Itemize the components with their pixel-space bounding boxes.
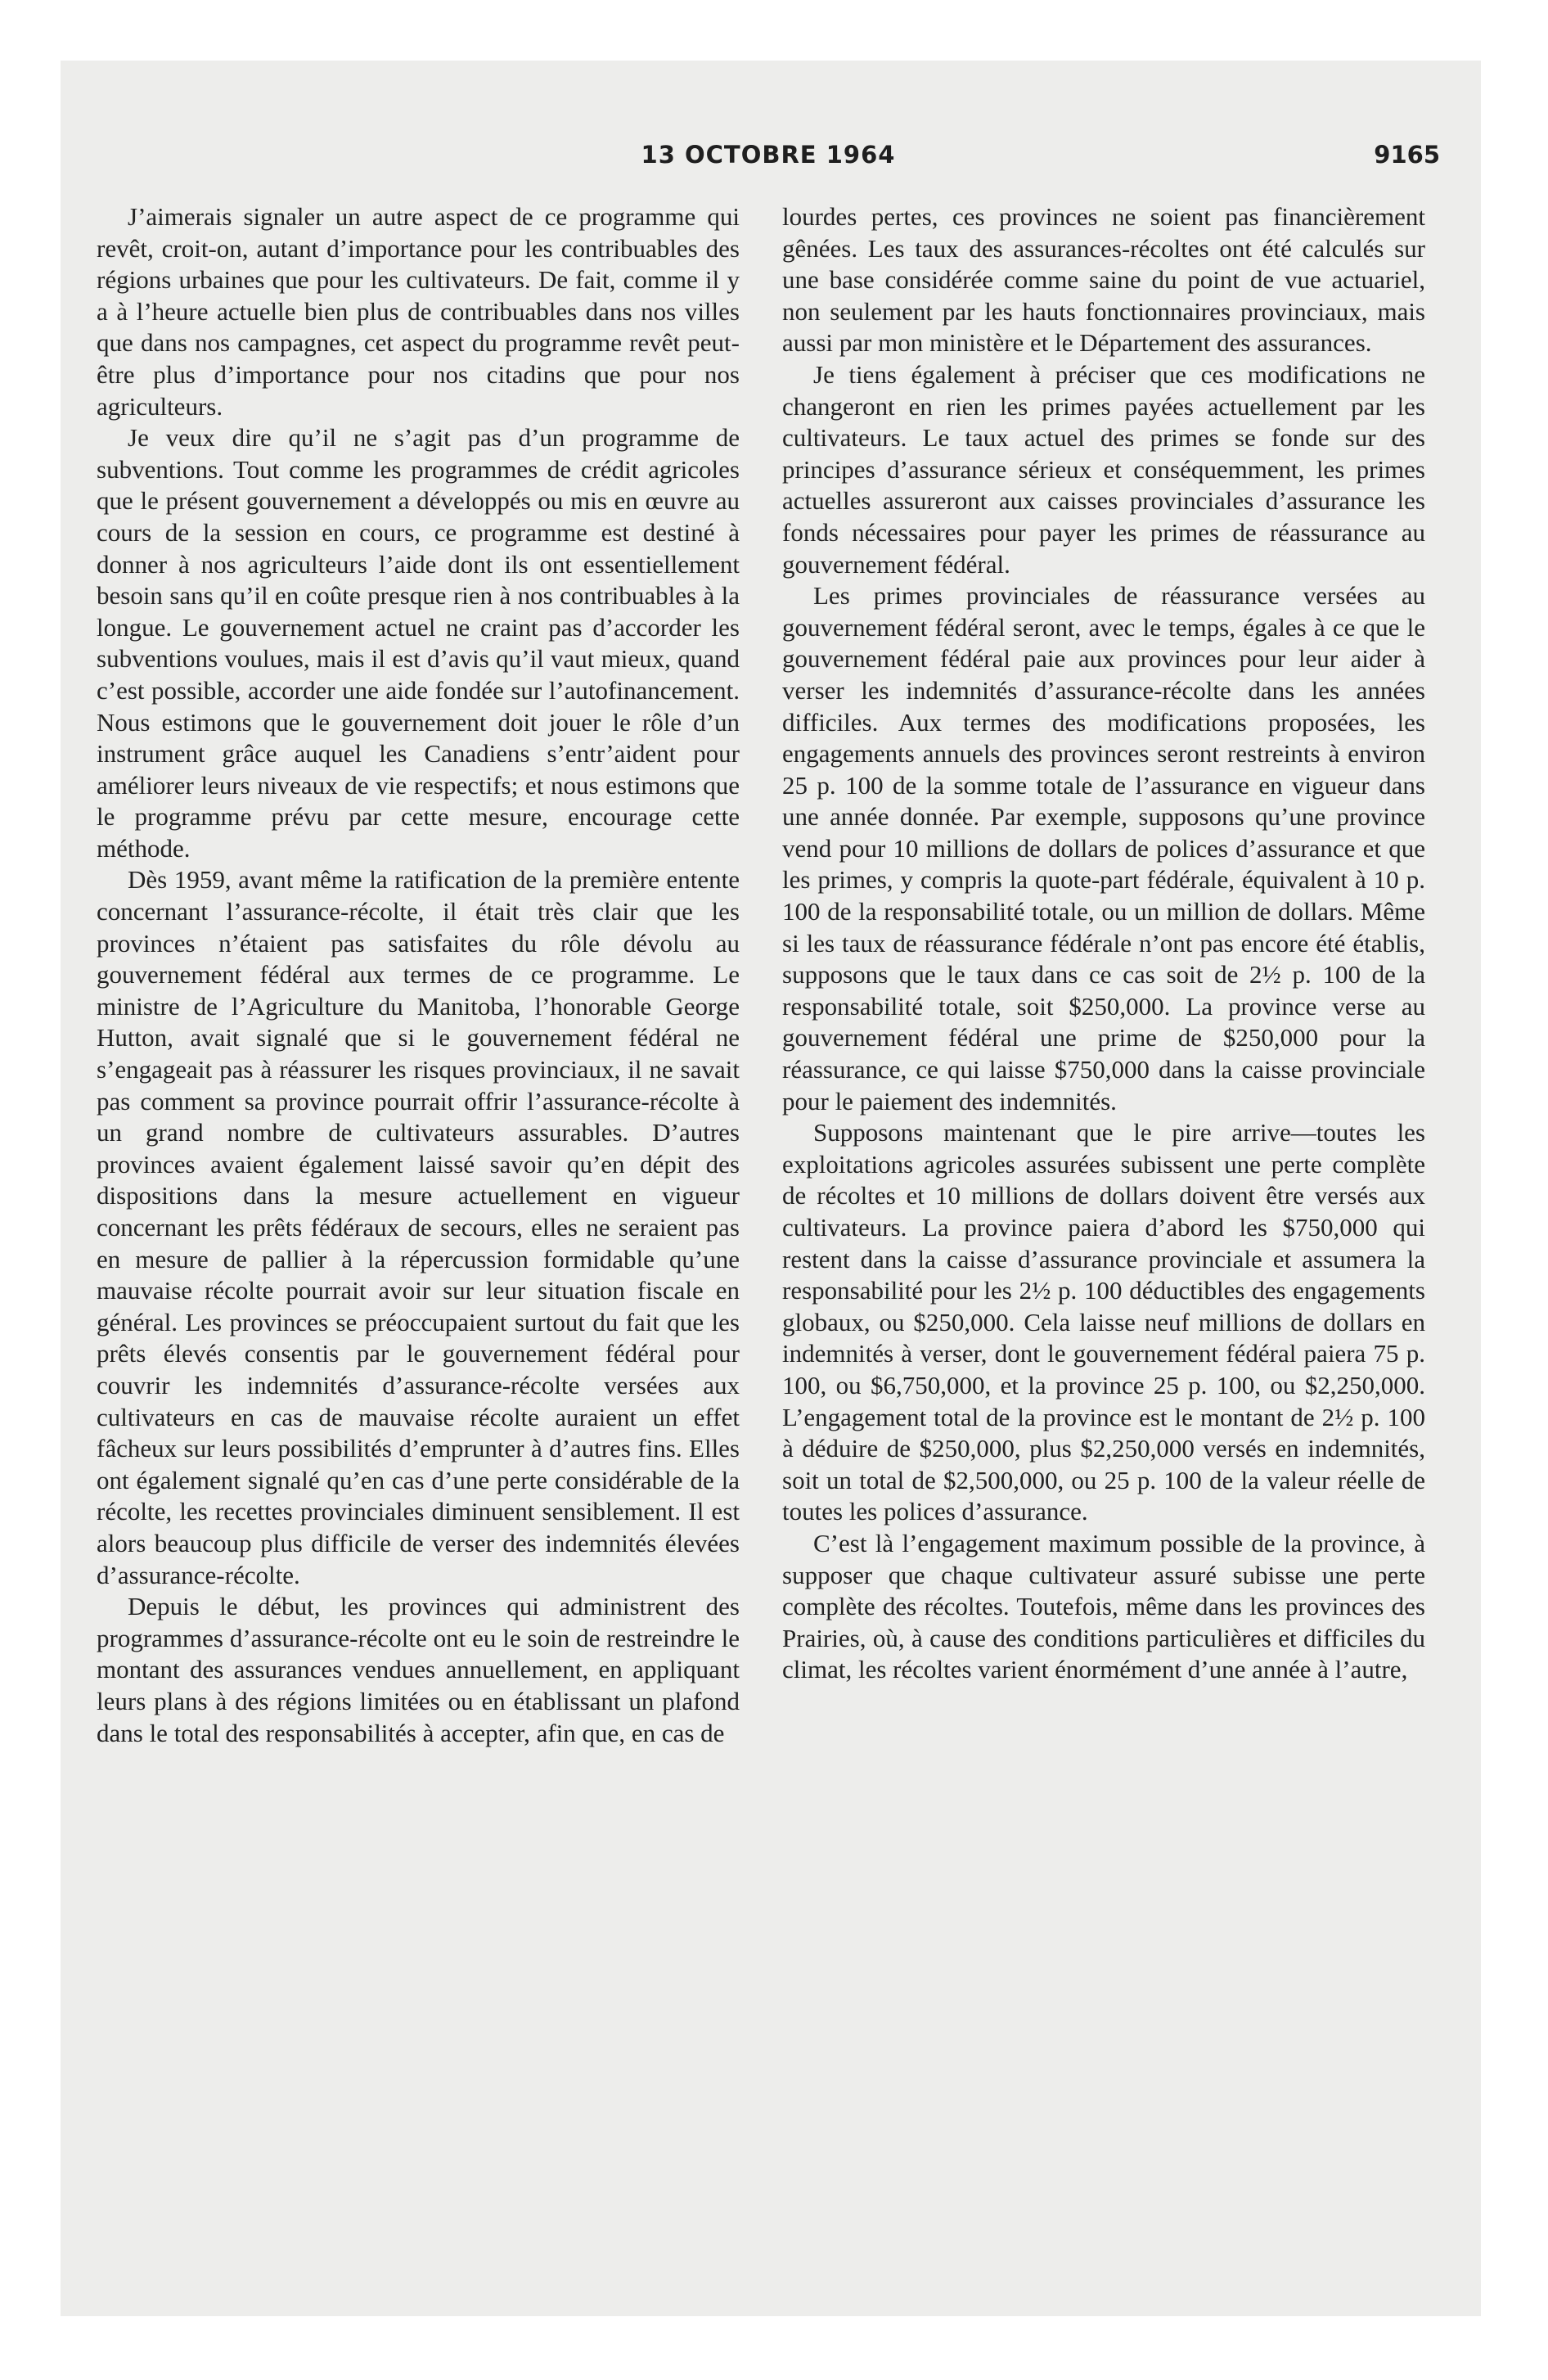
paragraph: Dès 1959, avant même la ratification de la première entente concernant l’assurance-récolte, il était très clair que les provinces n’étaient pas satisfaites du rôle dévolu au gouvernement fédéral aux termes de ce programme. Le ministre de l’Agriculture du Manitoba, l’honorable George Hutton, avait signalé que si le gouvernement fédéral ne s’engageait pas à réassurer les risques provinciaux, il ne savait pas comment sa province pourrait offrir l’assurance-récolte à un grand nombre de cultivateurs assurables. D’autres provinces avaient également laissé savoir qu’en dépit des dispositions dans la mesure actuellement en vigueur concernant les prêts fédéraux de secours, elles ne seraient pas en mesure de pallier à la répercussion formidable qu’une mauvaise récolte pourrait avoir sur leur situation fiscale en général. Les provinces se préoccupaient surtout du fait que les prêts élevés consentis par le gouvernement fédéral pour couvrir les indemnités d’assurance-récolte versées aux cultivateurs en cas de mauvaise récolte auraient un effet fâcheux sur leurs possibilités d’emprunter à d’autres fins. Elles ont également signalé qu’en cas d’une perte considérable de la récolte, les recettes provinciales diminuent sensiblement. Il est alors beaucoup plus difficile de verser des indemnités élevées d’assurance-récolte. [97, 865, 740, 1589]
paragraph: Les primes provinciales de réassurance versées au gouvernement fédéral seront, avec le temps, égales à ce que le gouvernement fédéral paie aux provinces pour leur aider à verser les indemnités d’assurance-récolte dans les années difficiles. Aux termes des modifications proposées, les engagements annuels des provinces seront restreints à environ 25 p. 100 de la somme totale de l’assurance en vigueur dans une année donnée. Par exemple, supposons qu’une province vend pour 10 millions de dollars de polices d’assurance et que les primes, y compris la quote-part fédérale, équivalent à 10 p. 100 de la responsabilité totale, ou un million de dollars. Même si les taux de réassurance fédérale n’ont pas encore été établis, supposons que le taux dans ce cas soit de 2½ p. 100 de la responsabilité totale, soit $250,000. La province verse au gouvernement fédéral une prime de $250,000 pour la réassurance, ce qui laisse $750,000 dans la caisse provinciale pour le paiement des indemnités. [782, 581, 1425, 1116]
right-column [782, 201, 1425, 1686]
paragraph: C’est là l’engagement maximum possible de la province, à supposer que chaque cultivateur assuré subisse une perte complète des récoltes. Toutefois, même dans les provinces des Prairies, où, à cause des conditions particulières et difficiles du climat, les récoltes varient énormément d’une année à l’autre, [782, 1528, 1425, 1684]
page-header [97, 141, 1440, 174]
left-column [97, 201, 740, 1749]
paragraph: Supposons maintenant que le pire arrive—toutes les exploitations agricoles assurées subissent une perte complète de récoltes et 10 millions de dollars doivent être versés aux cultivateurs. La province paiera d’abord les $750,000 qui restent dans la caisse d’assurance provinciale et assumera la responsabilité pour les 2½ p. 100 déductibles des engagements globaux, ou $250,000. Cela laisse neuf millions de dollars en indemnités à verser, dont le gouvernement fédéral paiera 75 p. 100, ou $6,750,000, et la province 25 p. 100, ou $2,250,000. L’engagement total de la province est le montant de 2½ p. 100 à déduire de $250,000, plus $2,250,000 versés en indemnités, soit un total de $2,500,000, ou 25 p. 100 de la valeur réelle de toutes les polices d’assurance. [782, 1118, 1425, 1526]
paragraph-continued: lourdes pertes, ces provinces ne soient pas financièrement gênées. Les taux des assurances-récoltes ont été calculés sur une base considérée comme saine du point de vue actuariel, non seulement par les hauts fonctionnaires provinciaux, mais aussi par mon ministère et le Département des assurances. [782, 202, 1425, 358]
text-columns [97, 201, 1440, 2198]
paragraph: Je tiens également à préciser que ces modifications ne changeront en rien les primes payées actuellement par les cultivateurs. Le taux actuel des primes se fonde sur des principes d’assurance sérieux et conséquemment, les primes actuelles assureront aux caisses provinciales d’assurance les fonds nécessaires pour payer les primes de réassurance au gouvernement fédéral. [782, 359, 1425, 579]
paragraph: Je veux dire qu’il ne s’agit pas d’un programme de subventions. Tout comme les programmes de crédit agricoles que le présent gouvernement a développés ou mis en œuvre au cours de la session en cours, ce programme est destiné à donner à nos agriculteurs l’aide dont ils ont essentiellement besoin sans qu’il en coûte presque rien à nos contribuables à la longue. Le gouvernement actuel ne craint pas d’accorder les subventions voulues, mais il est d’avis qu’il vaut mieux, quand c’est possible, accorder une aide fondée sur l’autofinancement. Nous estimons que le gouvernement doit jouer le rôle d’un instrument grâce auquel les Canadiens s’entr’aident pour améliorer leurs niveaux de vie respectifs; et nous estimons que le programme prévu par cette mesure, encourage cette méthode. [97, 423, 740, 863]
header-page-number: 9165 [1374, 141, 1440, 169]
header-date: 13 OCTOBRE 1964 [641, 141, 896, 169]
paragraph: J’aimerais signaler un autre aspect de ce programme qui revêt, croit-on, autant d’importance pour les contribuables des régions urbaines que pour les cultivateurs. De fait, comme il y a à l’heure actuelle bien plus de contribuables dans nos villes que dans nos campagnes, cet aspect du programme revêt peut-être plus d’importance pour nos citadins que pour nos agriculteurs. [97, 202, 740, 421]
paragraph: Depuis le début, les provinces qui administrent des programmes d’assurance-récolte ont eu le soin de restreindre le montant des assurances vendues annuellement, en appliquant leurs plans à des régions limitées ou en établissant un plafond dans le total des responsabilités à accepter, afin que, en cas de [97, 1592, 740, 1747]
